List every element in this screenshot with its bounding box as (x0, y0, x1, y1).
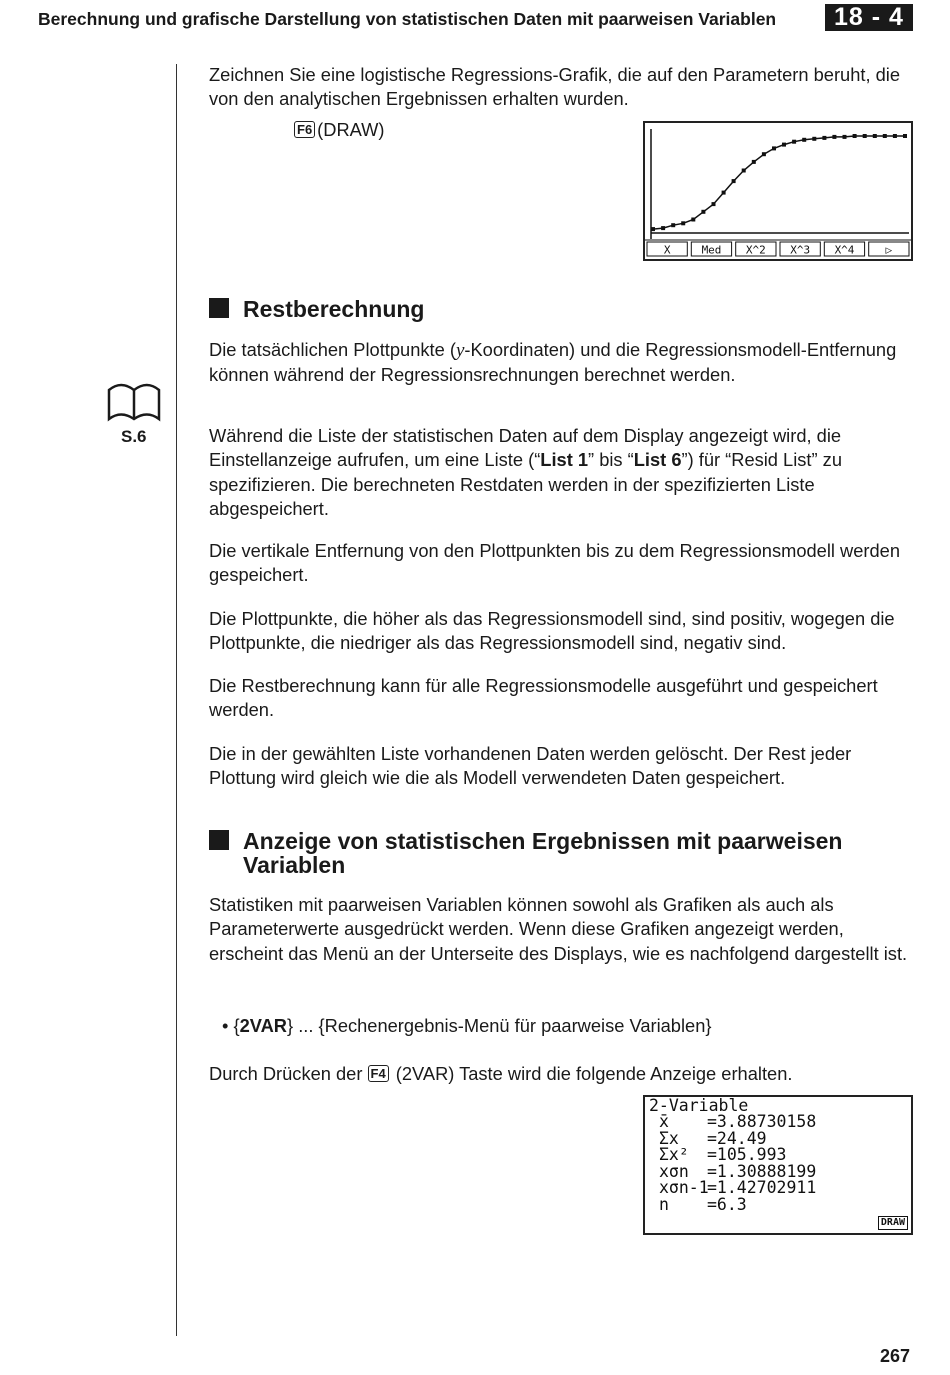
data-point (762, 152, 766, 156)
page-header-title: Berechnung und grafische Darstellung von statistischen Daten mit paarweisen Variablen (38, 9, 777, 29)
data-point (732, 179, 736, 183)
data-point (701, 210, 705, 214)
draw-menu-item[interactable]: DRAW (878, 1216, 908, 1230)
data-point (661, 226, 665, 230)
data-point (651, 227, 655, 231)
graph-menu-key-label[interactable]: ▷ (885, 243, 893, 257)
data-point (812, 137, 816, 141)
result-row-label: Σx (659, 1128, 679, 1148)
graph-menu-key-label[interactable]: X^3 (790, 243, 811, 257)
data-point (853, 134, 857, 138)
data-point (782, 143, 786, 147)
data-point (832, 135, 836, 139)
page-number: 267 (880, 1346, 911, 1366)
heading-square-icon (209, 830, 229, 850)
data-point (873, 134, 877, 138)
result-row-value: =1.30888199 (707, 1161, 817, 1181)
graph-menu-key-label[interactable]: X^4 (834, 243, 855, 257)
result-row-label: Σx² (659, 1145, 689, 1164)
result-row-label: xσn-1 (659, 1178, 709, 1197)
data-point (691, 218, 695, 222)
data-point (802, 138, 806, 142)
rest-paragraph-4: Die Plottpunkte, die höher als das Regressionsmodell sind, sind positiv, wogegen die Plottpunkte, die niedriger als das Regressionsmodell sind, negativ sind. (209, 608, 895, 654)
result-row-value: =6.3 (707, 1194, 747, 1214)
section-badge: 18 - 4 (825, 4, 913, 31)
f6-key: F6 (294, 121, 315, 138)
result-row-label: x̄ (659, 1112, 669, 1131)
key-action-label: (DRAW) (317, 119, 385, 140)
data-point (893, 134, 897, 138)
result-screen (643, 1095, 913, 1235)
data-point (903, 134, 907, 138)
result-row-value: =24.49 (707, 1128, 767, 1148)
data-point (863, 134, 867, 138)
data-point (712, 202, 716, 206)
rest-paragraph-2: Während die Liste der statistischen Daten auf dem Display angezeigt wird, die Einstellanzeige aufrufen, um eine Liste (“List 1” bis “List 6”) für “Resid List” zu spezifizieren. Die berechneten Restdaten werden in der spezifizierten Liste abgespeichert. (209, 425, 842, 519)
data-point (722, 191, 726, 195)
y-variable: y (455, 340, 465, 361)
result-row-label: n (659, 1194, 669, 1214)
data-point (822, 136, 826, 140)
graph-screen (643, 121, 913, 261)
reference-page-label: S.6 (121, 427, 147, 446)
f4-key: F4 (368, 1065, 389, 1082)
data-point (742, 169, 746, 173)
data-point (671, 223, 675, 227)
result-screen-title: 2-Variable (649, 1096, 749, 1115)
margin-divider (176, 64, 177, 1336)
data-point (792, 140, 796, 144)
result-row-value: =3.88730158 (707, 1112, 817, 1131)
data-point (772, 146, 776, 150)
intro-key-instruction (294, 119, 385, 141)
anzeige-heading: Anzeige von statistischen Ergebnissen mit paarweisen Variablen (209, 829, 914, 877)
result-row-value: =1.42702911 (707, 1178, 817, 1197)
rest-paragraph-6: Die in der gewählten Liste vorhandenen Daten werden gelöscht. Der Rest jeder Plottung wird gleich wie die als Modell verwendeten Daten gespeichert. (209, 743, 852, 789)
heading-square-icon (209, 298, 229, 318)
data-point (883, 134, 887, 138)
result-row (659, 1194, 747, 1214)
data-point (681, 221, 685, 225)
rest-paragraph-1: Die tatsächlichen Plottpunkte (y-Koordinaten) und die Regressionsmodell-Entfernung können während der Regressionsrechnungen berechnet werden. (209, 339, 897, 386)
data-point (752, 160, 756, 164)
graph-menu-key-label[interactable]: Med (701, 243, 722, 257)
result-row-value: =105.993 (707, 1145, 787, 1164)
book-reference-icon (106, 382, 162, 422)
restberechnung-heading: Restberechnung (209, 297, 914, 321)
graph-menu-key-label[interactable]: X^2 (745, 243, 766, 257)
anzeige-paragraph-1: Statistiken mit paarweisen Variablen können sowohl als Grafiken als auch als Parameterwerte ausgedrückt werden. Wenn diese Grafiken angezeigt werden, erscheint das Menü an der Unterseite des Displays, wie es nachfolgend dargestellt ist. (209, 894, 908, 964)
result-row-label: xσn (659, 1161, 689, 1181)
intro-paragraph: Zeichnen Sie eine logistische Regressions-Grafik, die auf den Parametern beruht, die von den analytischen Ergebnissen erhalten wurden. (209, 64, 901, 110)
rest-paragraph-3: Die vertikale Entfernung von den Plottpunkten bis zu dem Regressionsmodell werden gespeichert. (209, 540, 901, 586)
menu-bullet-item: • {2VAR} ... {Rechenergebnis-Menü für paarweise Variablen} (222, 1015, 712, 1036)
graph-menu-key-label[interactable]: X (663, 243, 671, 257)
rest-paragraph-5: Die Restberechnung kann für alle Regressionsmodelle ausgeführt und gespeichert werden. (209, 675, 878, 721)
anzeige-paragraph-2: Durch Drücken der F4 (2VAR) Taste wird die folgende Anzeige erhalten. (209, 1063, 793, 1084)
data-point (843, 135, 847, 139)
regression-curve (653, 136, 905, 229)
logistic-regression-graph (645, 123, 911, 259)
